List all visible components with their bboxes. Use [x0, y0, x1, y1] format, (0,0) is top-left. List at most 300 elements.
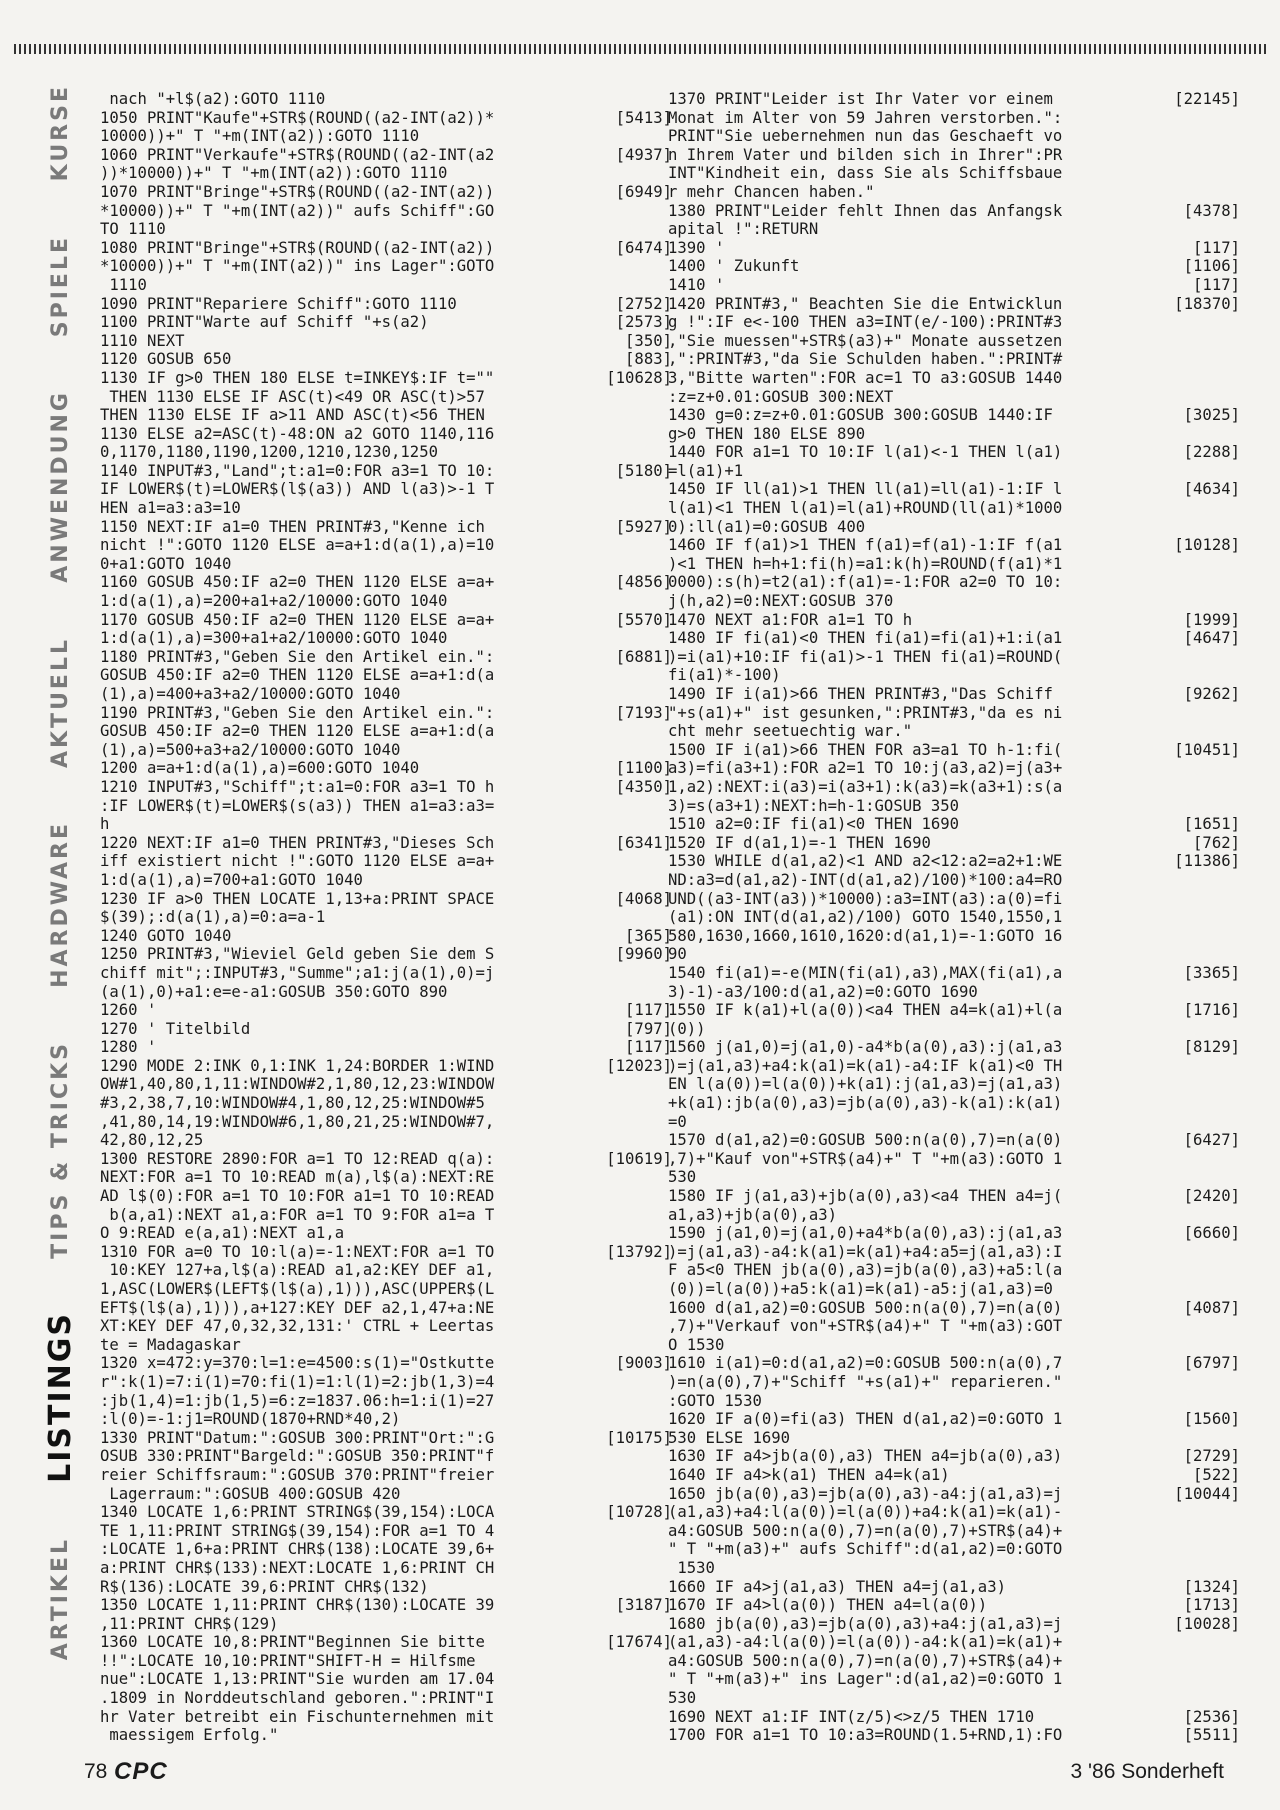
checksum	[590, 871, 672, 890]
code-line	[668, 1243, 1240, 1262]
code-text: nach "+l$(a2):GOTO 1110	[100, 90, 326, 108]
code-line	[100, 1187, 672, 1206]
code-text: 1670 IF a4>l(a(0)) THEN a4=l(a(0))	[668, 1596, 988, 1615]
code-text: 1,ASC(LOWER$(LEFT$(l$(a),1))),ASC(UPPER$(L	[100, 1280, 495, 1298]
code-text: 1340 LOCATE 1,6:PRINT STRING$(39,154):LOCA	[100, 1503, 495, 1522]
checksum	[590, 1187, 672, 1206]
code-line	[100, 1615, 672, 1634]
checksum: [11386]	[1174, 852, 1240, 871]
checksum	[590, 908, 672, 927]
checksum: [6949]	[615, 182, 672, 201]
code-text: 1490 IF i(a1)>66 THEN PRINT#3,"Das Schiff	[668, 685, 1053, 703]
code-line	[100, 425, 672, 444]
code-line	[100, 1652, 672, 1671]
code-line	[668, 499, 1240, 518]
checksum: [5511]	[1183, 1726, 1240, 1745]
checksum: [1324]	[1183, 1577, 1240, 1596]
checksum	[590, 1559, 672, 1578]
code-line	[100, 1392, 672, 1411]
checksum	[1158, 555, 1240, 574]
code-text: " T "+m(a3)+" ins Lager":d(a1,a2)=0:GOTO 1	[668, 1670, 1063, 1689]
checksum: [2573]	[615, 313, 672, 332]
code-line	[668, 1429, 1240, 1448]
checksum	[590, 1094, 672, 1113]
checksum	[590, 1392, 672, 1411]
checksum: [5413]	[615, 108, 672, 127]
code-text: 1290 MODE 2:INK 0,1:INK 1,24:BORDER 1:WIND	[100, 1056, 495, 1075]
code-line	[100, 1001, 672, 1020]
code-text: 3)=s(a3+1):NEXT:h=h-1:GOSUB 350	[668, 796, 960, 815]
checksum: [5570]	[615, 610, 672, 629]
code-text: " T "+m(a3)+" aufs Schiff":d(a1,a2)=0:GOTO	[668, 1540, 1063, 1559]
checksum: [883]	[625, 350, 672, 369]
code-text: GOSUB 450:IF a2=0 THEN 1120 ELSE a=a+1:d(a	[100, 666, 495, 685]
code-line	[668, 1559, 1240, 1578]
sidebar-label: LISTINGS	[42, 1312, 78, 1484]
code-line	[100, 945, 672, 964]
code-line	[100, 629, 672, 648]
checksum: [117]	[1193, 275, 1240, 294]
checksum	[1158, 1392, 1240, 1411]
code-line	[668, 778, 1240, 797]
checksum	[1158, 704, 1240, 723]
code-text: g !":IF e<-100 THEN a3=INT(e/-100):PRINT#3	[668, 313, 1063, 332]
code-text: ,11:PRINT CHR$(129)	[100, 1614, 279, 1633]
code-text: :LOCATE 1,6+a:PRINT CHR$(138):LOCATE 39,6+	[100, 1540, 495, 1559]
code-text: 1360 LOCATE 10,8:PRINT"Beginnen Sie bitte	[100, 1633, 485, 1652]
code-text: 1,a2):NEXT:i(a3)=i(a3+1):k(a3)=k(a3+1):s(a	[668, 777, 1063, 796]
code-text: 1300 RESTORE 2890:FOR a=1 TO 12:READ q(a):	[100, 1149, 495, 1168]
code-text: 1520 IF d(a1,1)=-1 THEN 1690	[668, 833, 931, 852]
checksum	[590, 1615, 672, 1634]
code-text: 1460 IF f(a1)>1 THEN f(a1)=f(a1)-1:IF f(a1	[668, 536, 1063, 555]
code-text: b(a,a1):NEXT a1,a:FOR a=1 TO 9:FOR a1=a T	[100, 1205, 495, 1224]
code-line	[668, 1578, 1240, 1597]
code-text: 1120 GOSUB 650	[100, 350, 232, 369]
code-line	[668, 183, 1240, 202]
code-line	[100, 983, 672, 1002]
code-text: 1700 FOR a1=1 TO 10:a3=ROUND(1.5+RND,1):FO	[668, 1726, 1063, 1745]
checksum	[590, 499, 672, 518]
code-text: 1280 '	[100, 1038, 157, 1057]
code-line	[100, 1447, 672, 1466]
code-line	[100, 1299, 672, 1318]
code-line	[668, 1392, 1240, 1411]
checksum: [6474]	[615, 238, 672, 257]
code-line	[100, 90, 672, 109]
checksum: [7193]	[615, 703, 672, 722]
code-text: 530	[668, 1689, 697, 1708]
checksum: [10628]	[606, 368, 672, 387]
code-text: (0))	[668, 1019, 706, 1038]
code-line	[100, 1689, 672, 1708]
code-line	[100, 1261, 672, 1280]
code-text: r mehr Chancen haben."	[668, 182, 875, 201]
checksum	[1158, 1652, 1240, 1671]
code-text: O 9:READ e(a,a1):NEXT a1,a	[100, 1224, 345, 1243]
code-text: 3)-1)-a3/100:d(a1,a2)=0:GOTO 1690	[668, 982, 978, 1001]
code-text: 1660 IF a4>j(a1,a3) THEN a4=j(a1,a3)	[668, 1577, 1006, 1596]
checksum	[590, 685, 672, 704]
code-text: 1110 NEXT	[100, 331, 185, 350]
code-line	[668, 1633, 1240, 1652]
code-line	[100, 220, 672, 239]
code-line	[668, 1261, 1240, 1280]
code-line	[100, 685, 672, 704]
checksum: [4856]	[615, 573, 672, 592]
checksum	[590, 1373, 672, 1392]
code-line	[100, 1522, 672, 1541]
code-line	[668, 1150, 1240, 1169]
code-line	[100, 1670, 672, 1689]
code-line	[668, 983, 1240, 1002]
code-text: )=i(a1)+10:IF fi(a1)>-1 THEN fi(a1)=ROUND(	[668, 647, 1063, 666]
checksum: [117]	[625, 1001, 672, 1020]
checksum: [1716]	[1183, 1001, 1240, 1020]
code-text: te = Madagaskar	[100, 1335, 241, 1354]
code-text: 1400 ' Zukunft	[668, 257, 800, 276]
code-text: #3,2,38,7,10:WINDOW#4,1,80,12,25:WINDOW#5	[100, 1094, 485, 1113]
checksum	[590, 1485, 672, 1504]
checksum: [10128]	[1174, 536, 1240, 555]
code-text: 1570 d(a1,a2)=0:GOSUB 500:n(a(0),7)=n(a(0)	[668, 1131, 1063, 1150]
code-line	[668, 1020, 1240, 1039]
checksum: [6341]	[615, 833, 672, 852]
checksum: [797]	[625, 1019, 672, 1038]
code-text: 1130 ELSE a2=ASC(t)-48:ON a2 GOTO 1140,116	[100, 424, 495, 443]
code-line	[100, 1131, 672, 1150]
checksum	[1158, 350, 1240, 369]
issue-info: 3 '86 Sonderheft	[1070, 1760, 1224, 1783]
code-text: =l(a1)+1	[668, 461, 744, 480]
checksum	[590, 1224, 672, 1243]
code-line	[100, 778, 672, 797]
code-text: *10000))+" T "+m(INT(a2))" aufs Schiff":GO	[100, 201, 495, 220]
code-line	[668, 573, 1240, 592]
code-text: 1620 IF a(0)=fi(a3) THEN d(a1,a2)=0:GOTO 1	[668, 1410, 1063, 1429]
code-text: apital !":RETURN	[668, 220, 819, 239]
code-line	[668, 1466, 1240, 1485]
checksum	[1158, 1075, 1240, 1094]
checksum	[590, 127, 672, 146]
checksum	[590, 741, 672, 760]
code-text: 1560 j(a1,0)=j(a1,0)-a4*b(a(0),a3):j(a1,a3	[668, 1038, 1063, 1057]
sidebar-label: AKTUELL	[47, 636, 73, 768]
checksum: [1100]	[615, 759, 672, 778]
checksum: [4068]	[615, 889, 672, 908]
checksum	[590, 1261, 672, 1280]
code-text: 10:KEY 127+a,l$(a):READ a1,a2:KEY DEF a1,	[100, 1261, 495, 1280]
checksum	[1158, 462, 1240, 481]
checksum	[590, 90, 672, 109]
checksum	[590, 1299, 672, 1318]
checksum	[590, 1113, 672, 1132]
code-text: reier Schiffsraum:":GOSUB 370:PRINT"freier	[100, 1465, 495, 1484]
code-text: g>0 THEN 180 ELSE 890	[668, 424, 866, 443]
code-line	[100, 202, 672, 221]
checksum: [10619]	[606, 1149, 672, 1168]
code-text: 1450 IF ll(a1)>1 THEN ll(a1)=ll(a1)-1:IF l	[668, 480, 1063, 499]
code-text: 1240 GOTO 1040	[100, 926, 232, 945]
code-line	[100, 350, 672, 369]
sidebar-label: ARTIKEL	[47, 1536, 73, 1660]
checksum	[590, 406, 672, 425]
code-line	[100, 1726, 672, 1745]
code-line	[668, 388, 1240, 407]
code-line	[100, 666, 672, 685]
checksum	[1158, 518, 1240, 537]
checksum: [1713]	[1183, 1596, 1240, 1615]
code-line	[100, 1485, 672, 1504]
code-line	[100, 369, 672, 388]
checksum	[1158, 1522, 1240, 1541]
checksum	[1158, 1206, 1240, 1225]
code-text: F a5<0 THEN jb(a(0),a3)=jb(a(0),a3)+a5:l(a	[668, 1261, 1063, 1280]
checksum	[590, 1540, 672, 1559]
checksum	[590, 797, 672, 816]
code-text: ,41,80,14,19:WINDOW#6,1,80,21,25:WINDOW#7,	[100, 1112, 495, 1131]
code-line	[668, 1336, 1240, 1355]
code-line	[668, 1299, 1240, 1318]
code-text: r":k(1)=7:i(1)=70:fi(1)=1:l(1)=2:jb(1,3)=4	[100, 1372, 495, 1391]
code-text: .1809 in Norddeutschland geboren.":PRINT"I	[100, 1689, 495, 1708]
code-line	[668, 1447, 1240, 1466]
code-line	[668, 1131, 1240, 1150]
code-text: (0))=l(a(0))+a5:k(a1)=k(a1)-a5:j(a1,a3)=0	[668, 1280, 1053, 1298]
code-text: a4:GOSUB 500:n(a(0),7)=n(a(0),7)+STR$(a4)+	[668, 1651, 1063, 1670]
checksum: [2536]	[1183, 1707, 1240, 1726]
code-text: :IF LOWER$(t)=LOWER$(s(a3)) THEN a1=a3:a3=	[100, 796, 495, 815]
checksum	[1158, 871, 1240, 890]
code-line	[668, 146, 1240, 165]
code-line	[668, 1522, 1240, 1541]
code-line	[668, 1373, 1240, 1392]
code-line	[668, 369, 1240, 388]
code-text: j(h,a2)=0:NEXT:GOSUB 370	[668, 592, 894, 611]
code-text: 1480 IF fi(a1)<0 THEN fi(a1)=fi(a1)+1:i(a1	[668, 629, 1063, 648]
code-line	[100, 815, 672, 834]
code-line	[668, 1280, 1240, 1299]
code-text: 1390 '	[668, 238, 725, 257]
code-text: ,7)+"Kauf von"+STR$(a4)+" T "+m(a3):GOTO 1	[668, 1149, 1063, 1168]
checksum: [6797]	[1183, 1354, 1240, 1373]
checksum	[1158, 1243, 1240, 1262]
code-line	[668, 1410, 1240, 1429]
code-text: 1160 GOSUB 450:IF a2=0 THEN 1120 ELSE a=a+	[100, 573, 495, 592]
code-text: 1650 jb(a(0),a3)=jb(a(0),a3)-a4:j(a1,a3)=j	[668, 1484, 1063, 1503]
checksum: [365]	[625, 926, 672, 945]
magazine-logo: CPC	[114, 1758, 168, 1785]
code-line	[668, 890, 1240, 909]
code-text: 1080 PRINT"Bringe"+STR$(ROUND((a2-INT(a2))	[100, 238, 495, 257]
code-text: 1050 PRINT"Kaufe"+STR$(ROUND((a2-INT(a2))*	[100, 108, 495, 127]
checksum	[590, 164, 672, 183]
code-line	[100, 295, 672, 314]
code-line	[668, 685, 1240, 704]
checksum	[590, 983, 672, 1002]
checksum	[590, 220, 672, 239]
checksum	[1158, 1670, 1240, 1689]
code-text: ,":PRINT#3,"da Sie Schulden haben.":PRINT#	[668, 350, 1063, 369]
checksum: [5180]	[615, 461, 672, 480]
checksum	[590, 1708, 672, 1727]
code-text: "+s(a1)+" ist gesunken,":PRINT#3,"da es ni	[668, 703, 1063, 722]
code-text: +k(a1):jb(a(0),a3)=jb(a(0),a3)-k(a1):k(a1)	[668, 1094, 1063, 1113]
code-line	[100, 908, 672, 927]
code-line	[668, 536, 1240, 555]
checksum: [4378]	[1183, 201, 1240, 220]
code-text: 1:d(a(1),a)=300+a1+a2/10000:GOTO 1040	[100, 629, 448, 648]
code-line	[668, 1485, 1240, 1504]
code-text: 0+a1:GOTO 1040	[100, 554, 232, 573]
code-text: 0,1170,1180,1190,1200,1210,1230,1250	[100, 443, 438, 462]
code-text: 1420 PRINT#3," Beachten Sie die Entwicklun	[668, 294, 1063, 313]
checksum: [1106]	[1183, 257, 1240, 276]
code-text: NEXT:FOR a=1 TO 10:READ m(a),l$(a):NEXT:RE	[100, 1168, 495, 1187]
code-line	[100, 1243, 672, 1262]
checksum	[1158, 220, 1240, 239]
checksum: [1999]	[1183, 610, 1240, 629]
code-text: fi(a1)*-100)	[668, 666, 781, 685]
code-text: R$(136):LOCATE 39,6:PRINT CHR$(132)	[100, 1577, 429, 1596]
code-text: HEN a1=a3:a3=10	[100, 499, 241, 518]
checksum	[590, 852, 672, 871]
code-text: a1,a3)+jb(a(0),a3)	[668, 1205, 837, 1224]
code-text: 1530 WHILE d(a1,a2)<1 AND a2<12:a2=a2+1:WE	[668, 852, 1063, 871]
code-text: 10000))+" T "+m(INT(a2)):GOTO 1110	[100, 127, 420, 146]
code-line	[100, 1038, 672, 1057]
code-line	[100, 871, 672, 890]
code-line	[668, 462, 1240, 481]
code-line	[100, 964, 672, 983]
code-text: THEN 1130 ELSE IF ASC(t)<49 OR ASC(t)>57	[100, 387, 485, 406]
code-line	[668, 1001, 1240, 1020]
code-line	[100, 1540, 672, 1559]
code-text: 1170 GOSUB 450:IF a2=0 THEN 1120 ELSE a=a+	[100, 610, 495, 629]
checksum	[1158, 313, 1240, 332]
checksum	[1158, 146, 1240, 165]
checksum: [2729]	[1183, 1447, 1240, 1466]
checksum	[590, 480, 672, 499]
code-line	[100, 127, 672, 146]
sidebar-label: ANWENDUNG	[47, 390, 73, 584]
code-text: $(39);:d(a(1),a)=0:a=a-1	[100, 908, 326, 927]
code-line	[100, 1224, 672, 1243]
code-line	[668, 1670, 1240, 1689]
code-line	[668, 164, 1240, 183]
code-line	[668, 127, 1240, 146]
code-line	[668, 1187, 1240, 1206]
code-text: THEN 1130 ELSE IF a>11 AND ASC(t)<56 THEN	[100, 406, 485, 425]
code-line	[100, 257, 672, 276]
checksum: [4350]	[615, 777, 672, 796]
checksum	[1158, 425, 1240, 444]
code-line	[100, 1020, 672, 1039]
code-text: a:PRINT CHR$(133):NEXT:LOCATE 1,6:PRINT CH	[100, 1558, 495, 1577]
code-line	[100, 1280, 672, 1299]
code-line	[668, 964, 1240, 983]
code-text: 1260 '	[100, 1001, 157, 1020]
checksum	[590, 1689, 672, 1708]
checksum	[1158, 1559, 1240, 1578]
code-line	[668, 666, 1240, 685]
checksum: [4087]	[1183, 1298, 1240, 1317]
code-line	[668, 1113, 1240, 1132]
checksum	[1158, 164, 1240, 183]
code-text: iff existiert nicht !":GOTO 1120 ELSE a=a+	[100, 852, 495, 871]
code-text: 580,1630,1660,1610,1620:d(a1,1)=-1:GOTO 16	[668, 926, 1063, 945]
code-line	[668, 704, 1240, 723]
code-text: )=j(a1,a3)+a4:k(a1)=k(a1)-a4:IF k(a1)<0 TH	[668, 1056, 1063, 1075]
code-text: 1190 PRINT#3,"Geben Sie den Artikel ein.":	[100, 703, 495, 722]
code-text: nue":LOCATE 1,13:PRINT"Sie wurden am 17.04	[100, 1670, 495, 1689]
checksum	[1158, 592, 1240, 611]
checksum	[590, 1075, 672, 1094]
checksum	[1158, 1633, 1240, 1652]
code-line	[668, 425, 1240, 444]
code-text: :l(0)=-1:j1=ROUND(1870+RND*40,2)	[100, 1410, 401, 1429]
checksum	[1158, 1150, 1240, 1169]
code-line	[668, 555, 1240, 574]
code-text: 1630 IF a4>jb(a(0),a3) THEN a4=jb(a(0),a3)	[668, 1447, 1063, 1466]
checksum	[590, 722, 672, 741]
code-line	[668, 295, 1240, 314]
code-text: 1200 a=a+1:d(a(1),a)=600:GOTO 1040	[100, 759, 420, 778]
code-line	[668, 815, 1240, 834]
checksum	[1158, 890, 1240, 909]
code-text: EN l(a(0))=l(a(0))+k(a1):j(a1,a3)=j(a1,a3)	[668, 1075, 1063, 1094]
code-text: 1060 PRINT"Verkaufe"+STR$(ROUND((a2-INT(a2	[100, 145, 495, 164]
code-text: l(a1)<1 THEN l(a1)=l(a1)+ROUND(ll(a1)*1000	[668, 499, 1063, 518]
checksum: [6660]	[1183, 1224, 1240, 1243]
code-line	[668, 480, 1240, 499]
checksum	[590, 1206, 672, 1225]
code-line	[100, 648, 672, 667]
code-line	[668, 927, 1240, 946]
checksum	[1158, 945, 1240, 964]
code-line	[100, 1373, 672, 1392]
code-line	[100, 183, 672, 202]
code-line	[100, 239, 672, 258]
code-line	[668, 1708, 1240, 1727]
code-line	[100, 1317, 672, 1336]
code-text: 1370 PRINT"Leider ist Ihr Vater vor einem	[668, 90, 1053, 108]
checksum	[1158, 1540, 1240, 1559]
checksum	[590, 536, 672, 555]
code-line	[668, 1652, 1240, 1671]
code-line	[100, 927, 672, 946]
code-text: maessigem Erfolg."	[100, 1726, 279, 1745]
checksum	[1158, 573, 1240, 592]
code-text: ND:a3=d(a1,a2)-INT(d(a1,a2)/100)*100:a4=RO	[668, 870, 1063, 889]
code-line	[100, 1559, 672, 1578]
checksum	[590, 815, 672, 834]
checksum	[590, 1670, 672, 1689]
code-line	[668, 276, 1240, 295]
code-text: GOSUB 450:IF a2=0 THEN 1120 ELSE a=a+1:d(a	[100, 722, 495, 741]
code-text: (1),a)=400+a3+a2/10000:GOTO 1040	[100, 685, 401, 703]
code-line	[668, 1354, 1240, 1373]
checksum	[1158, 127, 1240, 146]
checksum	[1158, 648, 1240, 667]
code-line	[100, 1466, 672, 1485]
code-text: 1:d(a(1),a)=700+a1:GOTO 1040	[100, 870, 363, 889]
code-line	[100, 1150, 672, 1169]
sidebar-label: SPIELE	[47, 234, 73, 337]
checksum: [9262]	[1183, 685, 1240, 703]
code-line	[100, 109, 672, 128]
code-text: a3)=fi(a3+1):FOR a2=1 TO 10:j(a3,a2)=j(a3+	[668, 759, 1063, 778]
